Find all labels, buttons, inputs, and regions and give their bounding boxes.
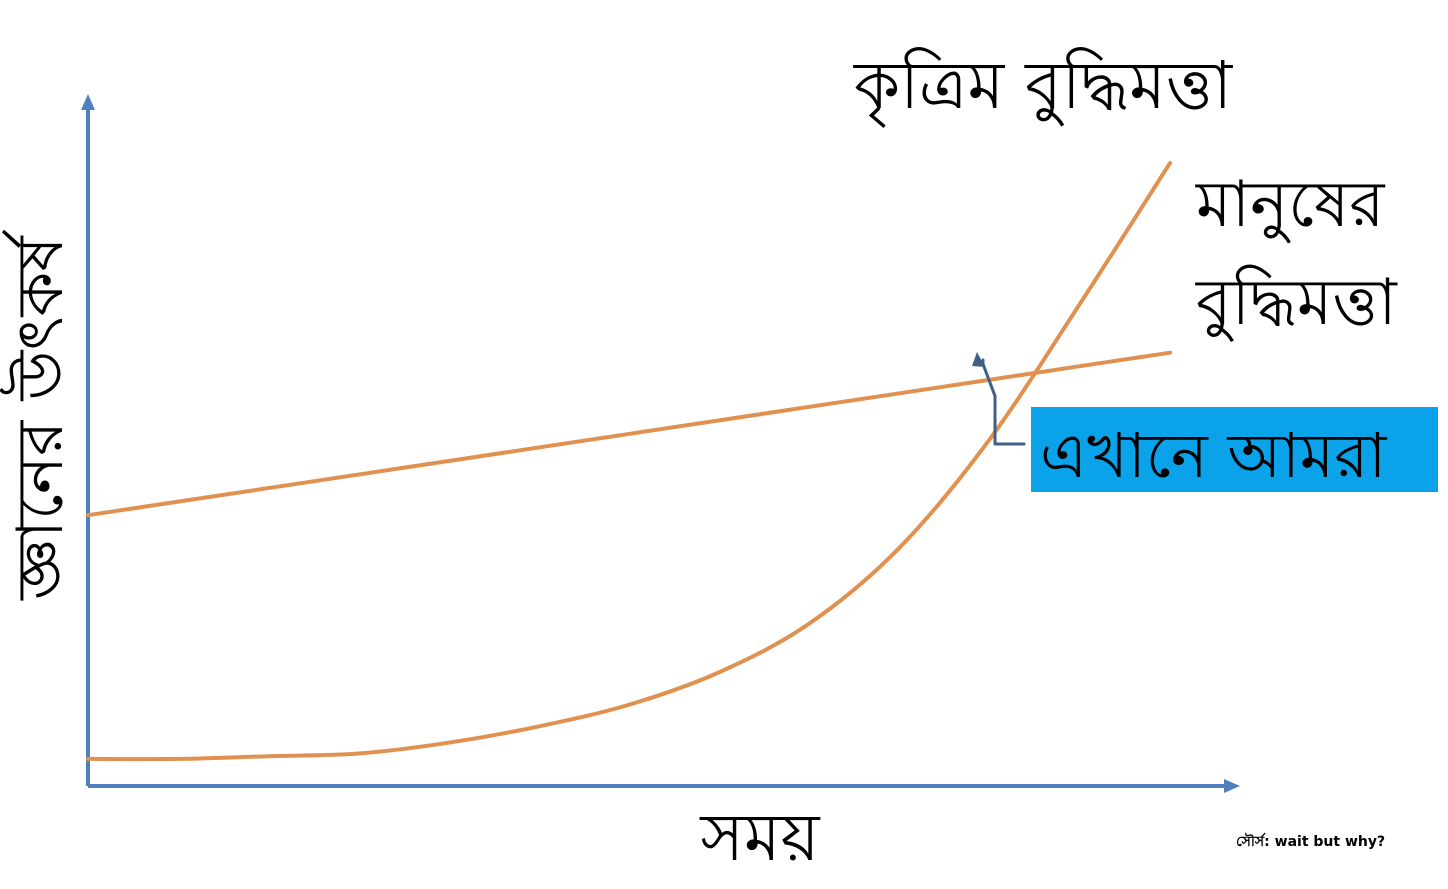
- series-layer: [88, 163, 1170, 759]
- x-axis-arrowhead: [1224, 779, 1240, 793]
- human-series-label-line-1: মানুষের: [1196, 168, 1385, 242]
- y-axis-arrowhead: [81, 94, 95, 110]
- x-axis-label: সময়: [700, 799, 820, 876]
- human-series-label-line-2: বুদ্ধিমত্তা: [1196, 266, 1397, 340]
- series-line-ai: [88, 163, 1170, 759]
- ai-series-label: কৃত্রিম বুদ্ধিমত্তা: [854, 47, 1233, 124]
- callout-text: এখানে আমরা: [1040, 419, 1387, 492]
- y-axis-label: জ্ঞানের উৎকর্ষ: [4, 236, 78, 600]
- source-note: সৌর্স: wait but why?: [1236, 834, 1386, 850]
